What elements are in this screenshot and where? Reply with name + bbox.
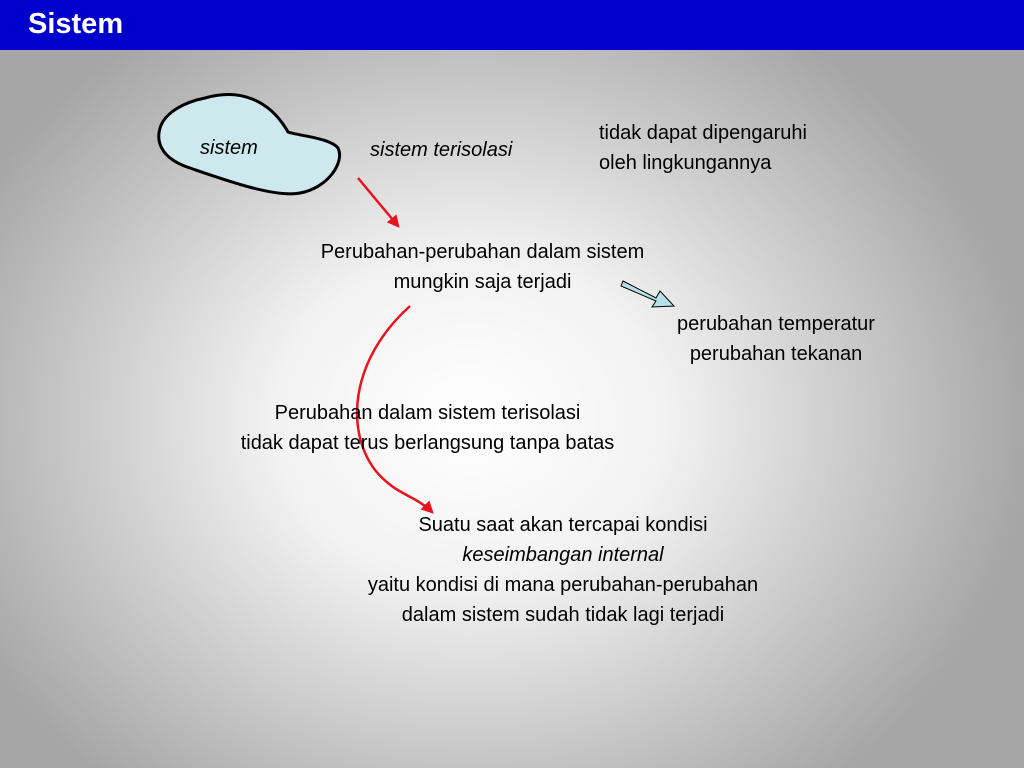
limit-text <box>180 398 675 458</box>
limit-line-2: tidak dapat terus berlangsung tanpa batas <box>240 432 615 454</box>
equilibrium-line-2: keseimbangan internal <box>462 544 664 566</box>
changes-line-1: Perubahan-perubahan dalam sistem <box>320 241 645 263</box>
red-arrow-short <box>358 178 398 226</box>
definition-text <box>599 118 807 178</box>
equilibrium-line-4: dalam sistem sudah tidak lagi terjadi <box>401 604 725 626</box>
system-shape-label: sistem <box>200 137 258 159</box>
definition-line-1: tidak dapat dipengaruhi <box>599 122 807 144</box>
equilibrium-line-1: Suatu saat akan tercapai kondisi <box>418 514 708 536</box>
isolated-system-label: sistem terisolasi <box>370 139 513 161</box>
example-pressure: perubahan tekanan <box>689 343 863 365</box>
equilibrium-text <box>303 510 823 630</box>
equilibrium-line-3: yaitu kondisi di mana perubahan-perubahan <box>367 574 759 596</box>
slide-title: Sistem <box>28 8 124 40</box>
changes-text <box>270 237 695 297</box>
changes-line-2: mungkin saja terjadi <box>393 271 572 293</box>
example-temperature: perubahan temperatur <box>677 313 875 335</box>
limit-line-1: Perubahan dalam sistem terisolasi <box>274 402 581 424</box>
change-examples <box>645 309 907 369</box>
definition-line-2: oleh lingkungannya <box>599 152 772 174</box>
